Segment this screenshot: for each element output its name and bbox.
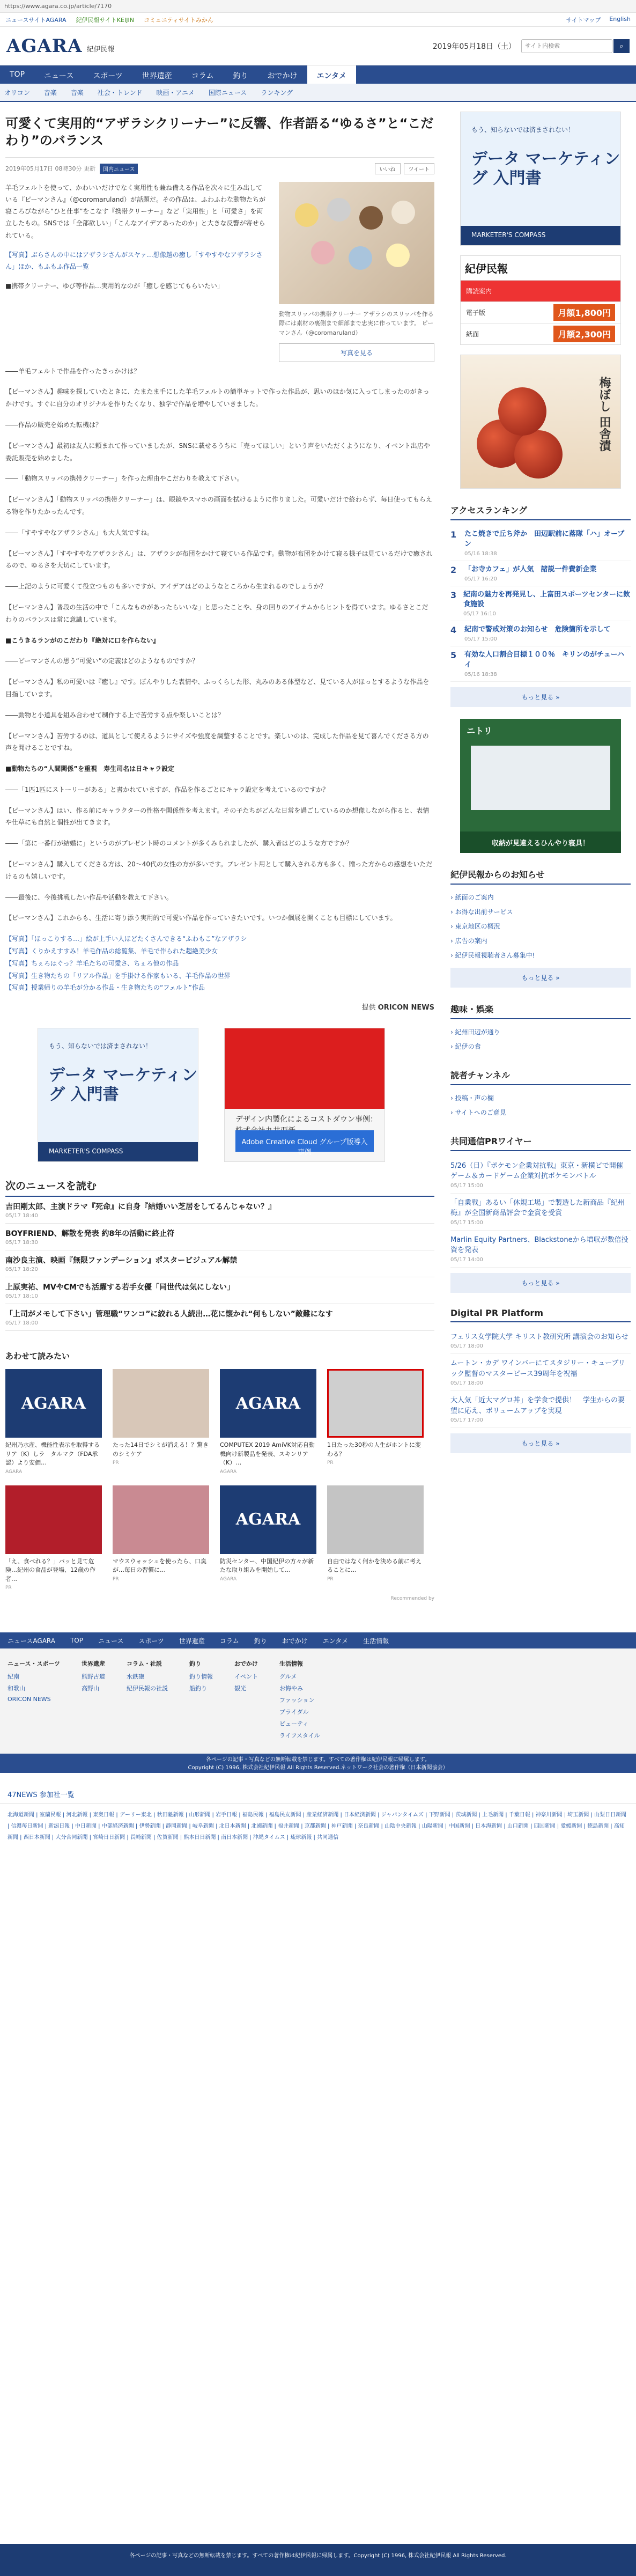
pr-date: 05/17 15:00 [450,1219,483,1226]
top-link-mikan[interactable]: コミュニティサイトみかん [143,16,214,24]
rank-date: 05/17 16:10 [463,611,496,617]
global-nav [0,65,636,84]
footer-nav-item[interactable]: スポーツ [138,1637,164,1645]
felt-animal-image [391,201,415,224]
card-source: PR [327,1460,334,1466]
article-figure [279,182,434,362]
47news-title[interactable]: 47NEWS 参加社一覧 [0,1773,636,1804]
felt-animal-image [311,241,335,264]
news-date: 05/17 18:10 [5,1293,38,1300]
news-date: 05/17 18:30 [5,1240,38,1246]
snav-music-2[interactable]: 音楽 [70,89,84,97]
pr-item[interactable] [450,1194,631,1231]
top-link-keijin[interactable]: 紀伊民報サイトKEIJIN [76,16,134,24]
article-paragraph: ――「第に一番行が結婚に」というのがプレゼント時のコメントが多くみられましたが、購入者はどのような方ですか？ [5,840,353,848]
rank-title[interactable]: 紀南の魅力を再発見し、上富田スポーツセンターに飲食施設 [463,590,631,609]
ranking-box [450,504,631,707]
related-link[interactable]: 【写真】「ほっこりする…」絵が上手い人ほどたくさんできる“ふわもこ”なアザラシ [5,935,247,943]
article-paragraph: 【ピーマンさん】普段の生活の中で「こんなものがあったらいいな」と思ったことや、身の回りのアイテムからヒントを得ています。ゆるさとこだわりのバランスは常に意識しています。 [5,603,428,623]
site-logo[interactable]: AGARA [6,35,83,57]
card-title[interactable]: COMPUTEX 2019 AmiVK対応自動機向け新製品を発表、スキンリア（K）… [220,1441,315,1467]
news-title[interactable]: 上原実祐、MVやCMでも活躍する若手女優「同世代は気にしない」 [5,1283,234,1292]
search-button[interactable] [613,39,630,53]
umeboshi-ad[interactable] [460,355,621,489]
footer-col [234,1659,258,1743]
channel-box [450,1069,631,1120]
plan-price: 月額1,800円 [553,304,615,321]
article-meta [5,163,434,174]
card-source: PR [327,1576,334,1582]
share-buttons [375,163,435,174]
news-date: 05/17 18:00 [5,1320,38,1327]
rank-number: 2 [450,564,457,575]
pr-title[interactable]: フェリス女学院大学 キリスト教研究所 講演会のお知らせ [450,1333,628,1341]
thumbnail-image [113,1369,209,1438]
section-heading: ■携帯クリーナー、ゆび等作品…実用的なのが「癒しを感じてもらいたい」 [5,282,224,290]
gnav-fishing[interactable]: 釣り [233,72,248,80]
tweet-button[interactable]: ツイート [404,163,435,174]
footer-col-head: 世界遺産 [82,1660,106,1668]
digital-pr-box [450,1308,631,1454]
article-paragraph: 【ピーマンさん】はい、作る前にキャラクターの性格や関係性を考えます。その子たちがどんな日常を過ごしているのか想像しながら作ると、表情や仕草にも自然と個性が出てきます。 [5,806,430,827]
rank-number: 4 [450,625,457,636]
nitori-ad[interactable] [460,719,621,853]
footer-col [82,1659,105,1743]
related-link[interactable]: 【写真】ちぇろはぐっ？羊毛たちの可愛さ、ちぇろ他の作品 [5,959,179,967]
rank-date: 05/16 18:38 [464,671,497,678]
footer-link[interactable]: 釣り情報 [189,1673,213,1681]
related-links [5,933,434,994]
snav-world[interactable]: 国際ニュース [208,89,247,97]
footer-link[interactable]: 和歌山 [8,1685,25,1692]
nitori-caption: 収納が見違えるひんやり寝具！ [460,831,621,853]
gnav-top[interactable]: TOP [10,70,25,79]
article-title: 可愛くて実用的“アザラシクリーナー”に反響、作者語る“ゆるさ”と“こだわり”のバランス [5,102,434,158]
article-paragraph: 【ピーマンさん】「すやすやなアザラシさん」は、アザラシが布団をかけて寝ている作品です。動物が布団をかけて寝る様子は見ているだけで癒されるので、ゆるさを大切にしています。 [5,549,433,570]
photo-link[interactable]: 【写真】ぶらさんの中にはアザラシさんがスヤァ…想像越の癒し「すやすやなアザラシさん」ほか、もふもふ作品一覧 [5,251,263,270]
footer-link[interactable]: 船釣り [189,1685,208,1692]
ad-tagline: もう、知らないでは済まされない！ [471,126,575,134]
recommend-card[interactable] [327,1485,424,1591]
thumbnail-agara: AGARA [5,1369,102,1438]
card-source: AGARA [5,1469,23,1475]
snav-oricon[interactable]: オリコン [4,89,30,97]
footer-col [189,1659,213,1743]
rank-number: 3 [450,590,457,600]
top-strip [0,13,636,27]
felt-animal-image [359,206,383,230]
article-paragraph: ――最後に、今後挑戦したい作品や活動を教えて下さい。 [5,893,173,901]
hobby-box [450,1003,631,1054]
section-heading: ■動物たちの“人間関係”を重視 寿生司名は日キャラ設定 [5,765,175,773]
pr-date: 05/17 14:00 [450,1256,483,1263]
card-source: PR [5,1585,12,1591]
recommend-card[interactable] [327,1369,424,1475]
nitori-product-image [471,746,610,810]
article-photo[interactable] [279,182,434,304]
footer-link[interactable]: イベント [234,1673,258,1681]
thumbnail-image [327,1485,424,1554]
recommend-card[interactable] [220,1485,316,1591]
like-button[interactable]: いいね [375,163,401,174]
sub-nav [0,84,636,102]
ranking-title: アクセスランキング [450,504,631,520]
footer-notice: 各ページの記事・写真などの無断転載を禁じます。すべての著作権は紀伊民報に帰属します。 [206,1757,430,1763]
footer-link[interactable]: 熊野古道 [82,1673,106,1681]
adobe-banner-image [225,1028,384,1109]
adobe-ad-text: デザイン内製化によるコストダウン事例： [235,1115,378,1124]
card-title[interactable]: 「え、食べれる？」パッと見て危険…紀州の食品が登場、12歳の作者… [5,1557,95,1583]
footer-columns [0,1648,636,1754]
article-paragraph: ――「動物スリッパの携帯クリーナー」を作った理由やこだわりを教えて下さい。 [5,475,243,483]
recommend-card[interactable] [220,1369,316,1475]
info-link[interactable]: › 紀伊民報視聴者さん募集中! [450,948,631,962]
adobe-ad[interactable] [224,1028,385,1162]
rank-date: 05/17 16:20 [464,576,497,582]
lead-paragraph: 羊毛フェルトを使って、かわいいだけでなく実用性も兼ね備える作品を次々に生み出している『ピーマンさん』（@coromaruland）が話題だ。その作品は、ふわふわな動物たちが寝ころびながら“ひと仕事”をこなす『携帯クリーナー』など「実用性」と「可愛さ」を両立したもの。SNSでは「全部欲しい」「こんなアイデアあったのか」と大きな反響が寄せられている。 [5,183,265,239]
article-paragraph: 【ピーマンさん】最初は友人に頼まれて作っていましたが、SNSに載せるうちに「売ってほしい」という声をいただくようになり、イベント出店や委託販売を始めました。 [5,441,430,462]
article-paragraph: 【ピーマンさん】私の可愛いは『癒し』です。ぼんやりした表情や、ふっくらした形、丸みのある体型など、見ている人がほっとするような作品を目指しています。 [5,678,430,698]
footer-link[interactable]: 高野山 [82,1685,100,1692]
hobby-title: 趣味・娯楽 [450,1003,631,1019]
list-item[interactable] [5,1197,434,1224]
article-paragraph: ――動物と小道具を組み合わせて制作する上で苦労する点や楽しいことは？ [5,711,225,719]
hobby-link[interactable]: › 紀伊の食 [450,1039,631,1054]
list-item[interactable] [5,1224,434,1250]
footer-col [127,1659,168,1743]
subscription-title: 購読案内 [466,288,492,295]
article-paragraph: ――上記のように可愛くて役立つものも多いですが、アイデアはどのようなところから生まれるのでしょうか？ [5,583,327,591]
info-more-button[interactable]: もっと見る » [450,968,631,988]
info-link[interactable]: › 広告の案内 [450,933,631,948]
recommend-card[interactable] [113,1369,209,1475]
ranking-item[interactable] [450,586,631,622]
url-bar [0,0,636,13]
digital-pr-title: Digital PR Platform [450,1308,631,1322]
news-title[interactable]: 「上司がメモして下さい」管理職“ワンコ”に絞れる人続出…花に懐かれ“何もしない”敵難になす [5,1310,333,1319]
pr-date: 05/17 17:00 [450,1417,483,1424]
gnav-sports[interactable]: スポーツ [93,72,123,80]
gnav-column[interactable]: コラム [191,72,214,80]
ad-row [38,1028,434,1162]
recommend-card[interactable] [5,1485,102,1591]
ad-title: データ マーケティング 入門書 [471,150,620,188]
footer-link[interactable]: ORICON NEWS [8,1696,51,1703]
article-paragraph: 【ピーマンさん】購入してくださる方は、20〜40代の女性の方が多いです。プレゼント用として購入される方も多く、贈った方からの感想をいただけるのも嬉しいです。 [5,860,433,880]
pr-title[interactable]: Marlin Equity Partners、Blackstoneから増収が数倍投資を発表 [450,1235,628,1255]
plum-image [498,387,546,436]
footer-nav [0,1632,636,1648]
figure-caption: 動物スリッパの携帯クリーナー アザラシのスリッパを作る際には素材の裏側まで細部まで忠実に作っています。 ピーマンさん（@coromaruland） [279,310,434,336]
page-url: https://www.agara.co.jp/article/7170 [4,3,112,10]
channel-link[interactable]: › 投稿・声の欄 [450,1091,631,1105]
footer-col-head: おでかけ [234,1660,258,1668]
footer-nav-item[interactable]: 世界遺産 [179,1637,205,1645]
rank-title[interactable]: 紀南で警戒対策のお知らせ 危険箇所を示して [464,625,611,634]
article-paragraph: ――ピーマンさんの思う“可愛い”の定義はどのようなものですか？ [5,657,198,665]
ad-brand: MARKETER'S COMPASS [461,226,620,245]
umeboshi-text: 梅ぼし 田舎漬 [597,377,611,452]
pr-date: 05/17 15:00 [450,1182,483,1189]
related-link[interactable]: 【写真】生き物たちの「リアル作品」を手掛ける作家もいる、羊毛作品の世界 [5,971,231,980]
news-title[interactable]: BOYFRIEND、解散を発表 約8年の活動に終止符 [5,1230,175,1239]
site-header [0,27,636,65]
recommend-grid [5,1369,434,1591]
article-paragraph: ――「1匹1匹にストーリーがある」と書かれていますが、作品を作るごとにキャラ設定を考えているのですか？ [5,785,329,793]
felt-animal-image [349,246,372,270]
list-item[interactable] [5,1250,434,1277]
footer-link[interactable]: 観光 [234,1685,247,1692]
pr-title[interactable]: 「自業戦」あるい「休規工場」で製造した新商品『紀州梅』が全国新商品評会で金賞を受賞 [450,1198,625,1218]
card-source: AGARA [220,1576,237,1582]
recommend-title: あわせて読みたい [5,1351,70,1361]
felt-animal-image [386,244,410,267]
footer-nav-item[interactable]: ニュース [98,1637,124,1645]
snav-movie[interactable]: 映画・アニメ [156,89,195,97]
subscription-title-row [461,280,620,301]
next-news-title: 次のニュースを読む [5,1178,434,1197]
sidebar [450,102,631,1616]
pr-item[interactable] [450,1231,631,1268]
footer-link[interactable]: ファッション [279,1697,315,1704]
main-column [5,102,434,1616]
article-paragraph: ――「すやすやなアザラシさん」も大人気ですね。 [5,528,154,536]
thumbnail-agara: AGARA [220,1485,316,1554]
snav-trend[interactable]: 社会・トレンド [97,89,143,97]
content-wrap [0,102,636,1616]
info-title: 紀伊民報からのお知らせ [450,868,631,885]
top-link-agara[interactable]: ニュースサイトAGARA [5,16,66,24]
snav-music[interactable]: 音楽 [43,89,57,97]
pr-date: 05/17 18:00 [450,1380,483,1387]
marketing-ad[interactable] [38,1028,198,1162]
digital-pr-more-button[interactable]: もっと見る » [450,1433,631,1453]
rank-number: 5 [450,650,457,661]
sidebar-marketing-ad[interactable] [460,112,621,246]
footer-col [279,1659,320,1743]
channel-title: 読者チャンネル [450,1069,631,1085]
hobby-link[interactable]: › 紀州田辺が通り [450,1025,631,1039]
next-news-list [5,1197,434,1331]
footer-col-head: ニュース・スポーツ [8,1660,61,1668]
footer-nav-item[interactable]: TOP [70,1637,83,1645]
rank-date: 05/16 18:38 [464,550,497,557]
footer-nav-item[interactable]: おでかけ [282,1637,308,1645]
article-paragraph: 【ピーマンさん】これからも、生活に寄り添う実用的で可愛い作品を作っていきたいです。いつか個展を開くことも目標にしています。 [5,914,397,922]
pr-wire-box [450,1135,631,1293]
footer-link[interactable]: グルメ [279,1673,297,1681]
ranking-item[interactable] [450,526,631,561]
ad-brand: MARKETER'S COMPASS [38,1142,198,1161]
ranking-item[interactable] [450,621,631,646]
rank-title[interactable]: 「お寺カフェ」が人気 諸説一件費新企業 [464,565,597,573]
footer-link[interactable]: お悔やみ [279,1685,304,1692]
footer-link[interactable]: 紀南 [8,1673,19,1681]
subscription-logo: 紀伊民報 [461,256,620,280]
pr-title[interactable]: 大人気「近大マグロ丼」を学食で提供！ 学生からの要望に応え、ボリュームアップを実現 [450,1396,625,1415]
channel-link[interactable]: › サイトへのご意見 [450,1105,631,1120]
thumbnail-image [327,1369,424,1438]
card-title[interactable]: 紀州乃水産、機能性表示を取得するリア（K）しラ タルマク（FDA承認）より安価… [5,1441,100,1467]
rank-title[interactable]: たこ焼きで丘ち斧か 田辺駅前に落隊「ハ」オープン [464,530,625,548]
subscription-row[interactable] [461,323,620,344]
footer-nav-item[interactable]: 釣り [254,1637,267,1645]
rank-title[interactable]: 有効な人口割合目標１００％ キリンのがチューハイ [464,651,624,669]
ranking-item[interactable] [450,561,631,586]
article-paragraph: 【ピーマンさん】苦労するのは、道具として使えるようにサイズや強度を調整することです。楽しいのは、完成した作品を見て喜んでくださる方の声を聞けることですね。 [5,732,429,752]
source-label: 提供 [361,1004,376,1012]
footer-col-head: コラム・社説 [127,1660,162,1668]
footer-link[interactable]: ライフスタイル [279,1732,320,1740]
search-icon: ⌕ [619,41,624,50]
info-link[interactable]: › 東京地区の概況 [450,919,631,933]
oricon-logo[interactable]: ORICON NEWS [378,1004,434,1012]
card-source: PR [113,1460,119,1466]
gnav-outing[interactable]: おでかけ [267,72,298,80]
list-item[interactable] [5,1277,434,1304]
view-photos-button[interactable]: 写真を見る [279,343,434,362]
pr-more-button[interactable]: もっと見る » [450,1273,631,1293]
plan-price: 月額2,300円 [553,326,615,342]
section-heading: ■こうきるランがのこだわり『絶対に口を作らない』 [5,636,160,644]
article-paragraph: ――羊毛フェルトで作品を作ったきっかけは？ [5,367,140,375]
footer-col-head: 生活情報 [279,1660,304,1668]
recommended-by: Recommended by [390,1596,434,1602]
footer-link[interactable]: ブライダル [279,1709,309,1716]
footer-nav-item[interactable]: エンタメ [322,1637,349,1645]
pr-item[interactable] [450,1354,631,1391]
card-title[interactable]: たった14日でシミが消える！？驚きのシミケア [113,1441,209,1458]
card-title[interactable]: マウスウォッシュを使ったら、口臭が…毎日の習慣に… [113,1557,207,1574]
news-title[interactable]: 吉田剛太郎、主演ドラマ『死命』に自身『結婚いい芝居をしてるんじゃない？』 [5,1203,276,1212]
card-source: PR [113,1576,119,1582]
card-source: AGARA [220,1469,237,1475]
site-logo-sub: 紀伊民報 [86,46,115,54]
news-title[interactable]: 南沙良主演、映画『無限ファンデーション』ポスタービジュアル解禁 [5,1256,238,1265]
card-title[interactable]: 1日たった30秒の人生がホントに変わる？ [327,1441,421,1458]
news-date: 05/17 18:20 [5,1267,38,1273]
footer-nav-item[interactable]: コラム [219,1637,239,1645]
article-body [5,365,434,925]
related-link[interactable]: 【写真】授業帰りの羊毛が分かる作品・生き物たちの“フェルト”作品 [5,984,205,992]
subscription-ad[interactable] [460,255,621,345]
recommend-card[interactable] [113,1485,209,1591]
footer-link[interactable]: ビューティ [279,1720,309,1728]
info-box [450,868,631,988]
article-paragraph: 【ピーマンさん】趣味を探していたときに、たまたま手にした羊毛フェルトの簡単キットで作った作品が、思いのほか気に入ってしまったのがきっかけです。すぐに自分のオリジナルを作りたくなり、独学で作品を増やしていきました。 [5,388,430,408]
list-item[interactable] [5,1304,434,1331]
category-badge[interactable]: 国内ニュース [100,164,138,174]
pr-title[interactable]: ムートン・カデ ワインバーにてスタジリー・キューブリック監督のマスターピース39周年を祝福 [450,1359,626,1378]
header-date: 2019年05月18日（土） [432,42,516,51]
plum-image [514,430,563,479]
footer-col-head: 釣り [189,1660,202,1668]
pr-wire-title: 共同通信PRワイヤー [450,1135,631,1151]
footer-bar [0,1754,636,1773]
nitori-logo: ニトリ [467,725,493,736]
related-link[interactable]: 【写真】くりかえすすみ！羊毛作品の総覧集、羊毛で作られた超絶美少女 [5,947,218,955]
article-lead [5,182,268,362]
card-title[interactable]: 防災センター、中国紀伊の方々が新たな取り組みを開始して… [220,1557,314,1574]
47news-list[interactable]: 北海道新聞 | 室蘭民報 | 河北新報 | 東奥日報 | デーリー東北 | 秋田魁新報 | 山形新聞 | 岩手日報 | 福島民報 | 福島民友新聞 | 産業経済新聞 | 日本経済新聞 | ジャパンタイムズ | 下野新聞 | 茨城新聞 | 上毛新聞 | 千葉日報 | 神奈川新聞 | 埼玉新聞 | 山梨日日新聞 | 信濃毎日新聞 | 新潟日報 | 中日新聞 | 中部経済新聞 | 伊勢新聞 | 静岡新聞 | 岐阜新聞 | 北日本新聞 | 北國新聞 | 福井新聞 | 京都新聞 | 神戸新聞 | 奈良新聞 | 山陰中央新報 | 山陽新聞 | 中国新聞 | 日本海新聞 | 山口新聞 | 四国新聞 | 愛媛新聞 | 徳島新聞 | 高知新聞 | 西日本新聞 | 大分合同新聞 | 宮崎日日新聞 | 長崎新聞 | 佐賀新聞 | 熊本日日新聞 | 南日本新聞 | 沖縄タイムス | 琉球新報 | 共同通信 [8,1812,627,1841]
footer-copyright-line: Copyright (C) 1996, 株式会社紀伊民報 All Rights Reserved.ネットワーク社会の著作権（日本新聞協会） [188,1765,448,1771]
snav-ranking[interactable]: ランキング [261,89,293,97]
recommend-card[interactable] [5,1369,102,1475]
plan-label: 電子版 [466,309,486,317]
pr-title[interactable]: 5/26（日）『ポケモン企業対抗戦』東京・新横ビで開催 ゲーム＆カードゲーム企業対抗ポケモンバトル [450,1161,630,1181]
subscription-row[interactable] [461,301,620,323]
search-input[interactable] [521,39,612,53]
pr-item[interactable] [450,1157,631,1194]
gnav-heritage[interactable]: 世界遺産 [142,72,172,80]
ad-title: データ マーケティング 入門書 [49,1066,198,1105]
pr-item[interactable] [450,1391,631,1428]
gnav-entertainment[interactable]: エンタメ [307,65,356,84]
footer-nav-item[interactable]: 生活情報 [363,1637,389,1645]
english-link[interactable]: English [609,15,631,23]
article-date: 2019年05月17日 08時30分 更新 [5,165,95,173]
info-link[interactable]: › 紙面のご案内 [450,890,631,904]
footer-link[interactable]: 紀伊民報の社説 [127,1685,168,1692]
felt-animal-image [295,203,319,227]
footer-nav-item[interactable]: ニュースAGARA [8,1637,55,1645]
ranking-more-button[interactable]: もっと見る » [450,687,631,707]
footer-col [8,1659,60,1743]
ranking-list [450,526,631,682]
sitemap-link[interactable]: サイトマップ [566,16,601,24]
news-date: 05/17 18:40 [5,1213,38,1219]
source-credit [5,1002,434,1012]
ranking-item[interactable] [450,646,631,682]
plan-label: 紙面 [466,330,479,338]
article-lead-row [5,182,434,362]
article-paragraph: 【ピーマンさん】「動物スリッパの携帯クリーナー」は、眼鏡やスマホの画面を拭けるように作りました。可愛いだけで終わらず、毎日使ってもらえる物を作りたかったんです。 [5,496,432,516]
pr-item[interactable] [450,1328,631,1355]
info-link[interactable]: › お得な出前サービス [450,904,631,919]
rank-date: 05/17 15:00 [464,636,497,643]
thumbnail-image [5,1485,102,1554]
ad-tagline: もう、知らないでは済まされない！ [49,1042,152,1050]
felt-animal-image [327,198,351,222]
card-title[interactable]: 自由ではなく何かを決める前に考えることに… [327,1557,421,1574]
thumbnail-image [113,1485,209,1554]
rank-number: 1 [450,529,457,540]
adobe-ad-button[interactable]: Adobe Creative Cloud グループ版導入事例 [235,1130,374,1152]
copyright: 各ページの記事・写真などの無断転載を禁じます。すべての著作権は紀伊民報に帰属します。Copyright (C) 1996, 株式会社紀伊民報 All Rights Reserved. [0,2544,636,2576]
pr-date: 05/17 18:00 [450,1343,483,1350]
footer-link[interactable]: 水鉄砲 [127,1673,145,1681]
article-paragraph: ――作品の販売を始めた転機は？ [5,421,102,429]
gnav-news[interactable]: ニュース [44,72,74,80]
thumbnail-agara: AGARA [220,1369,316,1438]
